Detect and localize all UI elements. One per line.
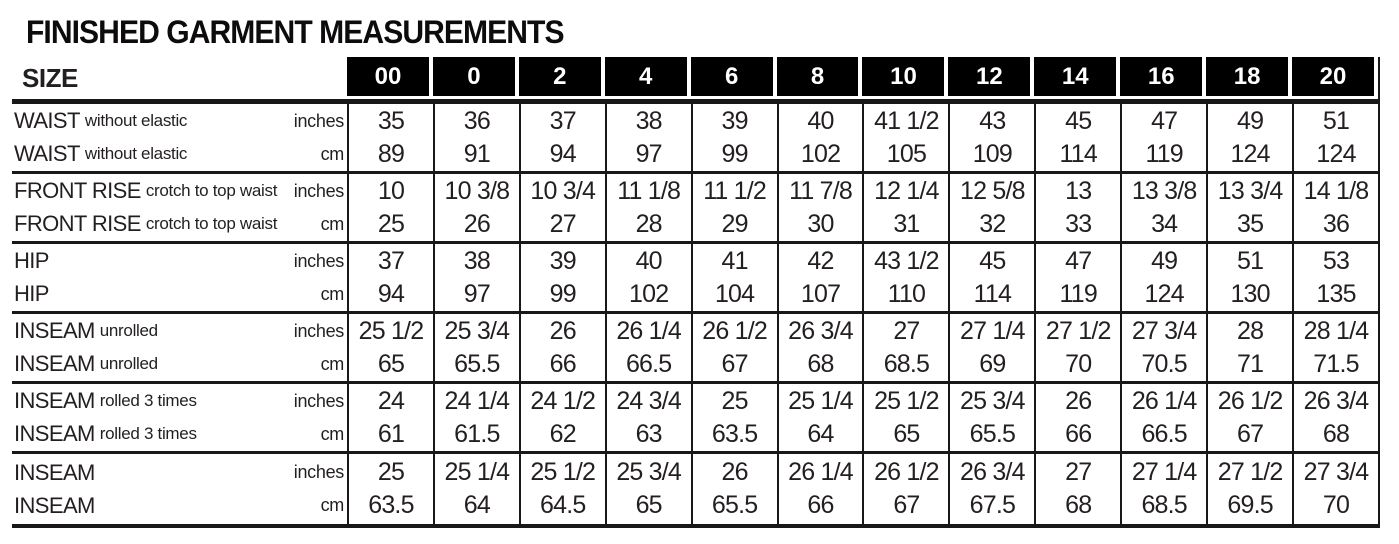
measurement-name: WAIST (14, 108, 80, 133)
size-column-header: 00 (347, 57, 433, 96)
measurement-value: 91 (463, 139, 490, 168)
measurement-value-cell (605, 454, 691, 524)
measurement-value: 63 (635, 419, 662, 448)
measurement-value: 94 (377, 279, 405, 308)
measurement-name: INSEAM (14, 492, 95, 518)
measurement-value: 66 (807, 491, 834, 519)
measurement-label-line (14, 105, 347, 138)
measurement-value: 10 (377, 176, 405, 205)
measurement-value-cell (433, 174, 519, 241)
measurement-value: 89 (377, 139, 405, 168)
measurement-value: 65.5 (969, 419, 1016, 448)
measurement-value-cell (1120, 314, 1206, 381)
measurement-value: 47 (1065, 246, 1092, 275)
measurement-value: 51 (1237, 246, 1264, 275)
measurement-value: 34 (1151, 209, 1178, 238)
measurement-value-cell (433, 104, 519, 171)
measurement-groups (12, 104, 1378, 524)
measurement-value: 66 (549, 349, 576, 378)
unit-label: inches (293, 320, 344, 341)
measurement-value: 114 (1059, 139, 1098, 168)
measurement-value-cell (691, 174, 777, 241)
measurement-value: 71.5 (1313, 349, 1359, 378)
measurement-value: 40 (807, 106, 834, 135)
measurement-value-cell (691, 384, 777, 451)
measurement-value: 109 (972, 139, 1013, 168)
size-column-header: 20 (1292, 57, 1378, 96)
measurement-value-cell (1206, 244, 1292, 311)
measurement-value: 69.5 (1227, 491, 1273, 519)
measurement-value: 26 3/4 (960, 458, 1025, 486)
measurement-value: 130 (1230, 279, 1270, 308)
measurement-value: 68 (807, 349, 834, 378)
measurement-value-cell (1292, 384, 1378, 451)
measurement-value-cell (519, 174, 605, 241)
measurement-name: INSEAM (14, 459, 95, 485)
size-column-header: 6 (691, 57, 777, 96)
measurement-value: 28 (635, 209, 662, 238)
measurement-value: 41 1/2 (874, 106, 939, 135)
measurement-value-cell (347, 454, 433, 524)
measurement-value: 24 3/4 (616, 386, 682, 415)
measurement-value-cell (433, 314, 519, 381)
measurement-value: 64 (807, 419, 834, 448)
measurement-value: 43 (979, 106, 1006, 135)
measurement-value: 26 (549, 316, 576, 345)
measurement-sublabel: crotch to top waist (145, 214, 278, 233)
measurement-value: 69 (979, 349, 1006, 378)
measurement-value: 26 1/4 (616, 316, 682, 345)
measurement-value: 107 (800, 279, 841, 308)
measurement-value: 25 (377, 209, 405, 238)
measurement-value-cell (519, 244, 605, 311)
unit-label: cm (320, 353, 344, 374)
measurement-value-cell (1034, 454, 1120, 524)
size-column-header: 0 (433, 57, 519, 96)
measurement-value-cell (1034, 314, 1120, 381)
measurement-value: 10 3/4 (530, 176, 596, 205)
measurement-value-cell (862, 174, 948, 241)
measurement-value-cell (519, 104, 605, 171)
measurement-value: 27 1/2 (1045, 316, 1111, 345)
measurement-value: 104 (714, 279, 755, 308)
measurement-value-cell (1034, 174, 1120, 241)
measurement-value: 25 1/2 (358, 316, 424, 345)
measurement-value: 27 (1065, 458, 1092, 486)
size-column-header: 14 (1034, 57, 1120, 96)
measurement-value-cell (948, 174, 1034, 241)
measurement-value: 39 (549, 246, 576, 275)
measurement-value: 97 (463, 279, 490, 308)
measurement-value-cell (777, 244, 863, 311)
measurement-value-cell (605, 314, 691, 381)
measurement-value: 119 (1145, 139, 1183, 168)
measurement-value: 71 (1237, 349, 1264, 378)
measurement-value-cell (347, 384, 433, 451)
measurement-value: 64 (463, 491, 490, 519)
measurement-label-cell (12, 384, 347, 451)
measurement-value: 35 (377, 106, 405, 135)
unit-label: cm (320, 423, 344, 444)
measurement-value: 65 (635, 491, 662, 519)
page-title: FINISHED GARMENT MEASUREMENTS (26, 14, 564, 50)
measurement-value: 110 (887, 279, 926, 308)
measurement-value-cell (1206, 314, 1292, 381)
size-column-header: 18 (1206, 57, 1292, 96)
unit-label: cm (320, 495, 344, 515)
measurement-label-line (14, 208, 347, 241)
size-column-header: 12 (948, 57, 1034, 96)
measurement-value: 27 (893, 316, 920, 345)
measurement-value: 65 (377, 349, 405, 378)
measurement-value: 11 1/8 (617, 176, 681, 205)
unit-label: cm (320, 213, 344, 234)
measurement-value: 65.5 (454, 349, 500, 378)
measurement-value: 25 (721, 386, 748, 415)
measurement-sublabel: unrolled (99, 321, 158, 340)
measurement-value: 99 (549, 279, 576, 308)
measurement-value-cell (1120, 174, 1206, 241)
measurement-value: 66 (1065, 419, 1092, 448)
measurement-value: 29 (721, 209, 748, 238)
measurement-value-cell (433, 454, 519, 524)
measurement-label-cell (12, 314, 347, 381)
measurement-name: FRONT RISE (14, 211, 141, 236)
measurement-value: 25 1/4 (788, 386, 853, 415)
measurement-value-cell (948, 454, 1034, 524)
measurement-value-cell (1292, 174, 1378, 241)
measurement-value: 25 1/4 (444, 458, 510, 486)
measurement-value-cell (1292, 104, 1378, 171)
unit-label: inches (293, 462, 344, 482)
size-column-header: 16 (1120, 57, 1206, 96)
measurement-value: 124 (1316, 139, 1356, 168)
measurement-value: 51 (1322, 106, 1350, 135)
measurement-value: 25 1/2 (530, 458, 596, 486)
measurement-value: 35 (1237, 209, 1264, 238)
measurement-value-cell (1120, 384, 1206, 451)
measurement-value-cell (862, 104, 948, 171)
measurement-value-cell (1034, 384, 1120, 451)
measurement-label-line (14, 456, 347, 489)
measurement-group (12, 174, 1378, 244)
measurement-value: 53 (1322, 246, 1350, 275)
measurement-value-cell (691, 314, 777, 381)
measurement-value: 67 (893, 491, 920, 519)
measurement-label-line (14, 138, 347, 171)
measurement-value-cell (1034, 244, 1120, 311)
measurement-value: 37 (549, 106, 576, 135)
measurement-name: WAIST (14, 141, 80, 166)
measurement-name: HIP (14, 281, 49, 306)
measurement-sublabel: rolled 3 times (99, 391, 197, 410)
measurement-value: 27 (549, 209, 576, 238)
measurement-value: 64.5 (540, 491, 586, 519)
measurement-value: 65.5 (711, 491, 758, 519)
measurement-value: 41 (721, 246, 748, 275)
measurement-value-cell (691, 454, 777, 524)
measurement-value-cell (691, 104, 777, 171)
measurement-label-cell (12, 244, 347, 311)
measurement-value: 26 (463, 209, 490, 238)
measurement-value: 61.5 (454, 419, 500, 448)
measurement-value: 61 (377, 419, 405, 448)
measurement-value-cell (1206, 174, 1292, 241)
measurement-sublabel: unrolled (99, 354, 158, 373)
measurement-value: 68 (1065, 491, 1092, 519)
measurement-value: 14 1/8 (1303, 176, 1369, 205)
unit-label: inches (293, 390, 344, 411)
measurement-value: 102 (629, 279, 669, 308)
measurement-value: 24 (377, 386, 405, 415)
measurement-value: 68.5 (883, 349, 930, 378)
measurement-label-cell (12, 174, 347, 241)
measurement-value: 26 3/4 (1303, 386, 1369, 415)
measurement-value-cell (433, 244, 519, 311)
measurement-label-line (14, 489, 347, 522)
measurement-value: 45 (979, 246, 1006, 275)
measurement-sublabel: rolled 3 times (99, 424, 197, 443)
measurement-value-cell (605, 104, 691, 171)
measurement-value: 63.5 (711, 419, 758, 448)
measurement-value: 26 1/4 (1131, 386, 1197, 415)
measurement-value-cell (1206, 454, 1292, 524)
measurement-value: 124 (1230, 139, 1270, 168)
unit-label: inches (293, 250, 344, 271)
measurement-label-line (14, 278, 347, 311)
measurement-value: 49 (1237, 106, 1264, 135)
measurement-name: HIP (14, 248, 49, 273)
measurements-table (12, 57, 1380, 528)
measurement-value: 26 (1065, 386, 1092, 415)
measurement-value: 39 (721, 106, 748, 135)
measurement-value: 42 (807, 246, 834, 275)
measurement-value-cell (1206, 384, 1292, 451)
measurement-value-cell (1206, 104, 1292, 171)
measurement-value: 26 3/4 (788, 316, 853, 345)
measurement-label-line (14, 348, 347, 381)
measurement-value-cell (1292, 314, 1378, 381)
measurement-value-cell (605, 384, 691, 451)
measurement-value: 47 (1151, 106, 1178, 135)
unit-label: inches (293, 180, 344, 201)
measurement-value: 63.5 (368, 491, 414, 519)
measurement-value: 67 (1237, 419, 1264, 448)
measurement-value-cell (347, 244, 433, 311)
measurement-value: 36 (463, 106, 490, 135)
measurement-value-cell (948, 244, 1034, 311)
measurement-value: 28 (1237, 316, 1264, 345)
measurement-sublabel: without elastic (84, 111, 188, 130)
measurement-group (12, 104, 1378, 174)
measurement-value: 68.5 (1141, 491, 1187, 519)
measurement-value: 26 1/2 (874, 458, 939, 486)
measurement-value: 25 1/2 (874, 386, 939, 415)
measurement-label-line (14, 385, 347, 418)
measurement-value-cell (519, 384, 605, 451)
size-column-header: 10 (862, 57, 948, 96)
measurement-value: 97 (635, 139, 662, 168)
measurement-value-cell (777, 314, 863, 381)
measurement-value-cell (347, 174, 433, 241)
measurement-value: 33 (1065, 209, 1092, 238)
measurement-value: 10 3/8 (444, 176, 510, 205)
size-column-header: 8 (777, 57, 863, 96)
measurement-label-cell (12, 104, 347, 171)
measurement-value: 70.5 (1141, 349, 1187, 378)
measurement-value: 94 (549, 139, 576, 168)
measurement-value-cell (948, 314, 1034, 381)
measurement-value-cell (1120, 454, 1206, 524)
measurement-sublabel: without elastic (84, 144, 188, 163)
size-header-label: SIZE (22, 63, 78, 93)
measurement-value: 24 1/4 (444, 386, 510, 415)
measurement-value-cell (605, 244, 691, 311)
measurement-value-cell (777, 384, 863, 451)
measurement-value-cell (347, 104, 433, 171)
measurement-value: 67.5 (969, 491, 1016, 519)
measurement-value: 38 (635, 106, 662, 135)
measurement-value: 26 1/4 (788, 458, 853, 486)
measurement-value-cell (777, 104, 863, 171)
measurement-value: 13 (1065, 176, 1092, 205)
measurement-value: 45 (1065, 106, 1092, 135)
measurement-value: 24 1/2 (530, 386, 596, 415)
measurement-value-cell (347, 314, 433, 381)
measurement-value: 27 1/4 (1131, 458, 1197, 486)
measurement-value: 12 1/4 (874, 176, 939, 205)
measurement-value: 114 (973, 279, 1012, 308)
measurement-value: 124 (1144, 279, 1184, 308)
measurement-value: 40 (635, 246, 662, 275)
measurement-value: 70 (1065, 349, 1092, 378)
measurement-value-cell (1120, 104, 1206, 171)
measurement-value: 28 1/4 (1303, 316, 1369, 345)
measurement-value: 37 (377, 246, 405, 275)
measurement-value: 38 (463, 246, 490, 275)
measurement-value-cell (433, 384, 519, 451)
measurement-name: INSEAM (14, 318, 95, 343)
measurement-value: 102 (800, 139, 841, 168)
measurement-value: 13 3/8 (1131, 176, 1197, 205)
measurement-label-line (14, 418, 347, 451)
unit-label: inches (293, 110, 344, 131)
measurement-value: 49 (1151, 246, 1178, 275)
unit-label: cm (320, 143, 344, 164)
measurement-group (12, 384, 1378, 454)
measurement-value: 70 (1322, 491, 1350, 519)
unit-label: cm (320, 283, 344, 304)
measurement-value: 105 (886, 139, 927, 168)
measurement-value-cell (1120, 244, 1206, 311)
measurement-value: 26 1/2 (1217, 386, 1283, 415)
measurement-value: 32 (979, 209, 1006, 238)
measurement-value-cell (862, 384, 948, 451)
measurement-value-cell (605, 174, 691, 241)
measurement-value-cell (519, 314, 605, 381)
measurement-label-line (14, 315, 347, 348)
measurement-value-cell (777, 174, 863, 241)
measurement-value: 66.5 (625, 349, 672, 378)
measurement-value: 31 (893, 209, 920, 238)
measurement-value: 27 3/4 (1131, 316, 1197, 345)
measurement-name: INSEAM (14, 388, 95, 413)
measurement-value-cell (948, 384, 1034, 451)
size-column-header: 2 (519, 57, 605, 96)
measurement-value: 135 (1316, 279, 1356, 308)
measurement-value-cell (862, 454, 948, 524)
measurement-value: 26 (721, 458, 748, 486)
measurement-value-cell (862, 314, 948, 381)
measurement-value: 65 (893, 419, 920, 448)
measurement-value-cell (862, 244, 948, 311)
size-header-row (12, 57, 1378, 104)
measurement-value-cell (948, 104, 1034, 171)
measurement-value: 67 (721, 349, 748, 378)
measurement-value: 68 (1322, 419, 1350, 448)
measurement-group (12, 244, 1378, 314)
measurement-label-cell (12, 454, 347, 524)
measurement-value: 11 1/2 (703, 176, 767, 205)
measurement-value: 25 3/4 (616, 458, 682, 486)
measurement-name: FRONT RISE (14, 178, 141, 203)
measurement-value: 99 (721, 139, 748, 168)
measurement-label-line (14, 245, 347, 278)
measurement-value: 66.5 (1141, 419, 1187, 448)
measurement-value: 25 (377, 458, 405, 486)
measurement-group (12, 454, 1378, 524)
measurement-value: 12 5/8 (960, 176, 1025, 205)
measurement-value: 36 (1322, 209, 1350, 238)
measurement-value: 119 (1059, 279, 1098, 308)
measurement-value: 25 3/4 (960, 386, 1025, 415)
measurement-value: 11 7/8 (789, 176, 852, 205)
measurement-value: 27 1/4 (960, 316, 1025, 345)
measurement-value: 25 3/4 (444, 316, 510, 345)
size-column-header: 4 (605, 57, 691, 96)
measurement-value: 30 (807, 209, 834, 238)
measurement-value-cell (1292, 454, 1378, 524)
measurement-group (12, 314, 1378, 384)
measurement-sublabel: crotch to top waist (145, 181, 278, 200)
measurement-name: INSEAM (14, 421, 95, 446)
measurement-name: INSEAM (14, 351, 95, 376)
measurement-label-line (14, 175, 347, 208)
measurement-value: 13 3/4 (1217, 176, 1283, 205)
measurement-value: 27 3/4 (1303, 458, 1369, 486)
measurement-value-cell (691, 244, 777, 311)
measurement-value-cell (777, 454, 863, 524)
measurement-value: 43 1/2 (874, 246, 939, 275)
measurement-value-cell (1292, 244, 1378, 311)
measurement-value: 26 1/2 (702, 316, 767, 345)
measurement-value: 27 1/2 (1217, 458, 1283, 486)
measurement-value-cell (1034, 104, 1120, 171)
measurement-value: 62 (549, 419, 576, 448)
measurement-value-cell (519, 454, 605, 524)
